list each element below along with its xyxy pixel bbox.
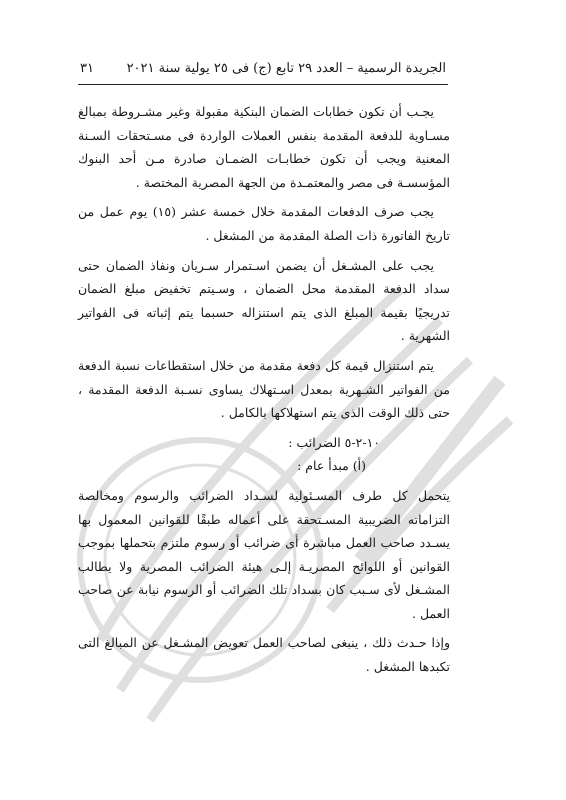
page-number: ٣١ — [80, 60, 94, 76]
paragraph: يتم استنزال قيمة كل دفعة مقدمة من خلال استقطاعات نسبة الدفعة من الفواتير الشـهرية بمعدل اسـتهلاك يساوى نسـبة الدفعة المقدمة ، حتى ذلك الوقت الذى يتم استهلاكها بالكامل . — [78, 357, 450, 421]
section-heading: ١٠-٢-٥ الضرائب : — [288, 434, 380, 450]
subsection-body — [78, 484, 450, 679]
paragraph: وإذا حـدث ذلك ، ينبغى لصاحب العمل تعويض المشـغل عن المبالغ التى تكبدها المشغل . — [78, 635, 450, 675]
paragraph: يجب صرف الدفعات المقدمة خلال خمسة عشر (١٥) يوم عمل من تاريخ الفاتورة ذات الصلة المقدمة من المشغل . — [78, 204, 450, 243]
header-title: الجريدة الرسمية – العدد ٢٩ تابع (ج) فى ٢٥ يولية سنة ٢٠٢١ — [126, 60, 446, 76]
paragraph: يجب على المشـغل أن يضمن اسـتمرار سـريان ونفاذ الضمان حتى سداد الدفعة المقدمة محل الضمان ، وسـيتم تخفيض مبلغ الضمان تدريجيًا بقيمة المبلغ الذى يتم استنزاله حسبما يتم إثباته فى الفواتير الشهرية . — [78, 257, 450, 344]
document-body — [78, 100, 450, 685]
page-header — [80, 56, 446, 80]
paragraph: يتحمل كل طرف المسـئولية لسـداد الضرائب والرسوم ومخالصة التزاماته الضريبية المسـتحقة على أعماله طبقًا للقوانين المعمول بها يسـدد صاحب العمل مباشرة أى ضرائب أو رسوم ملتزم بتحملها بموجب القوانين أو اللوائح المصريـة إلـى هيئة الضرائب المصرية ولا يطالب المشـغل لأى سـبب كان بسداد تلك الضرائب أو الرسوم نيابة عن صاحب العمل . — [78, 487, 450, 621]
header-divider — [78, 84, 448, 85]
subsection-heading: (أ) مبدأ عام : — [297, 458, 366, 474]
paragraph: يجـب أن تكون خطابات الضمان البنكية مقبولة وغير مشـروطة بمبالغ مسـاوية للدفعة المقدمة بنفس العملات الواردة فى مسـتحقات السـنة المعنية ويجب أن تكون خطابـات الضمـان صادرة مـن أحد البنوك المؤسسـة فى مصر والمعتمـدة من الجهة المصرية المختصة . — [78, 104, 450, 190]
